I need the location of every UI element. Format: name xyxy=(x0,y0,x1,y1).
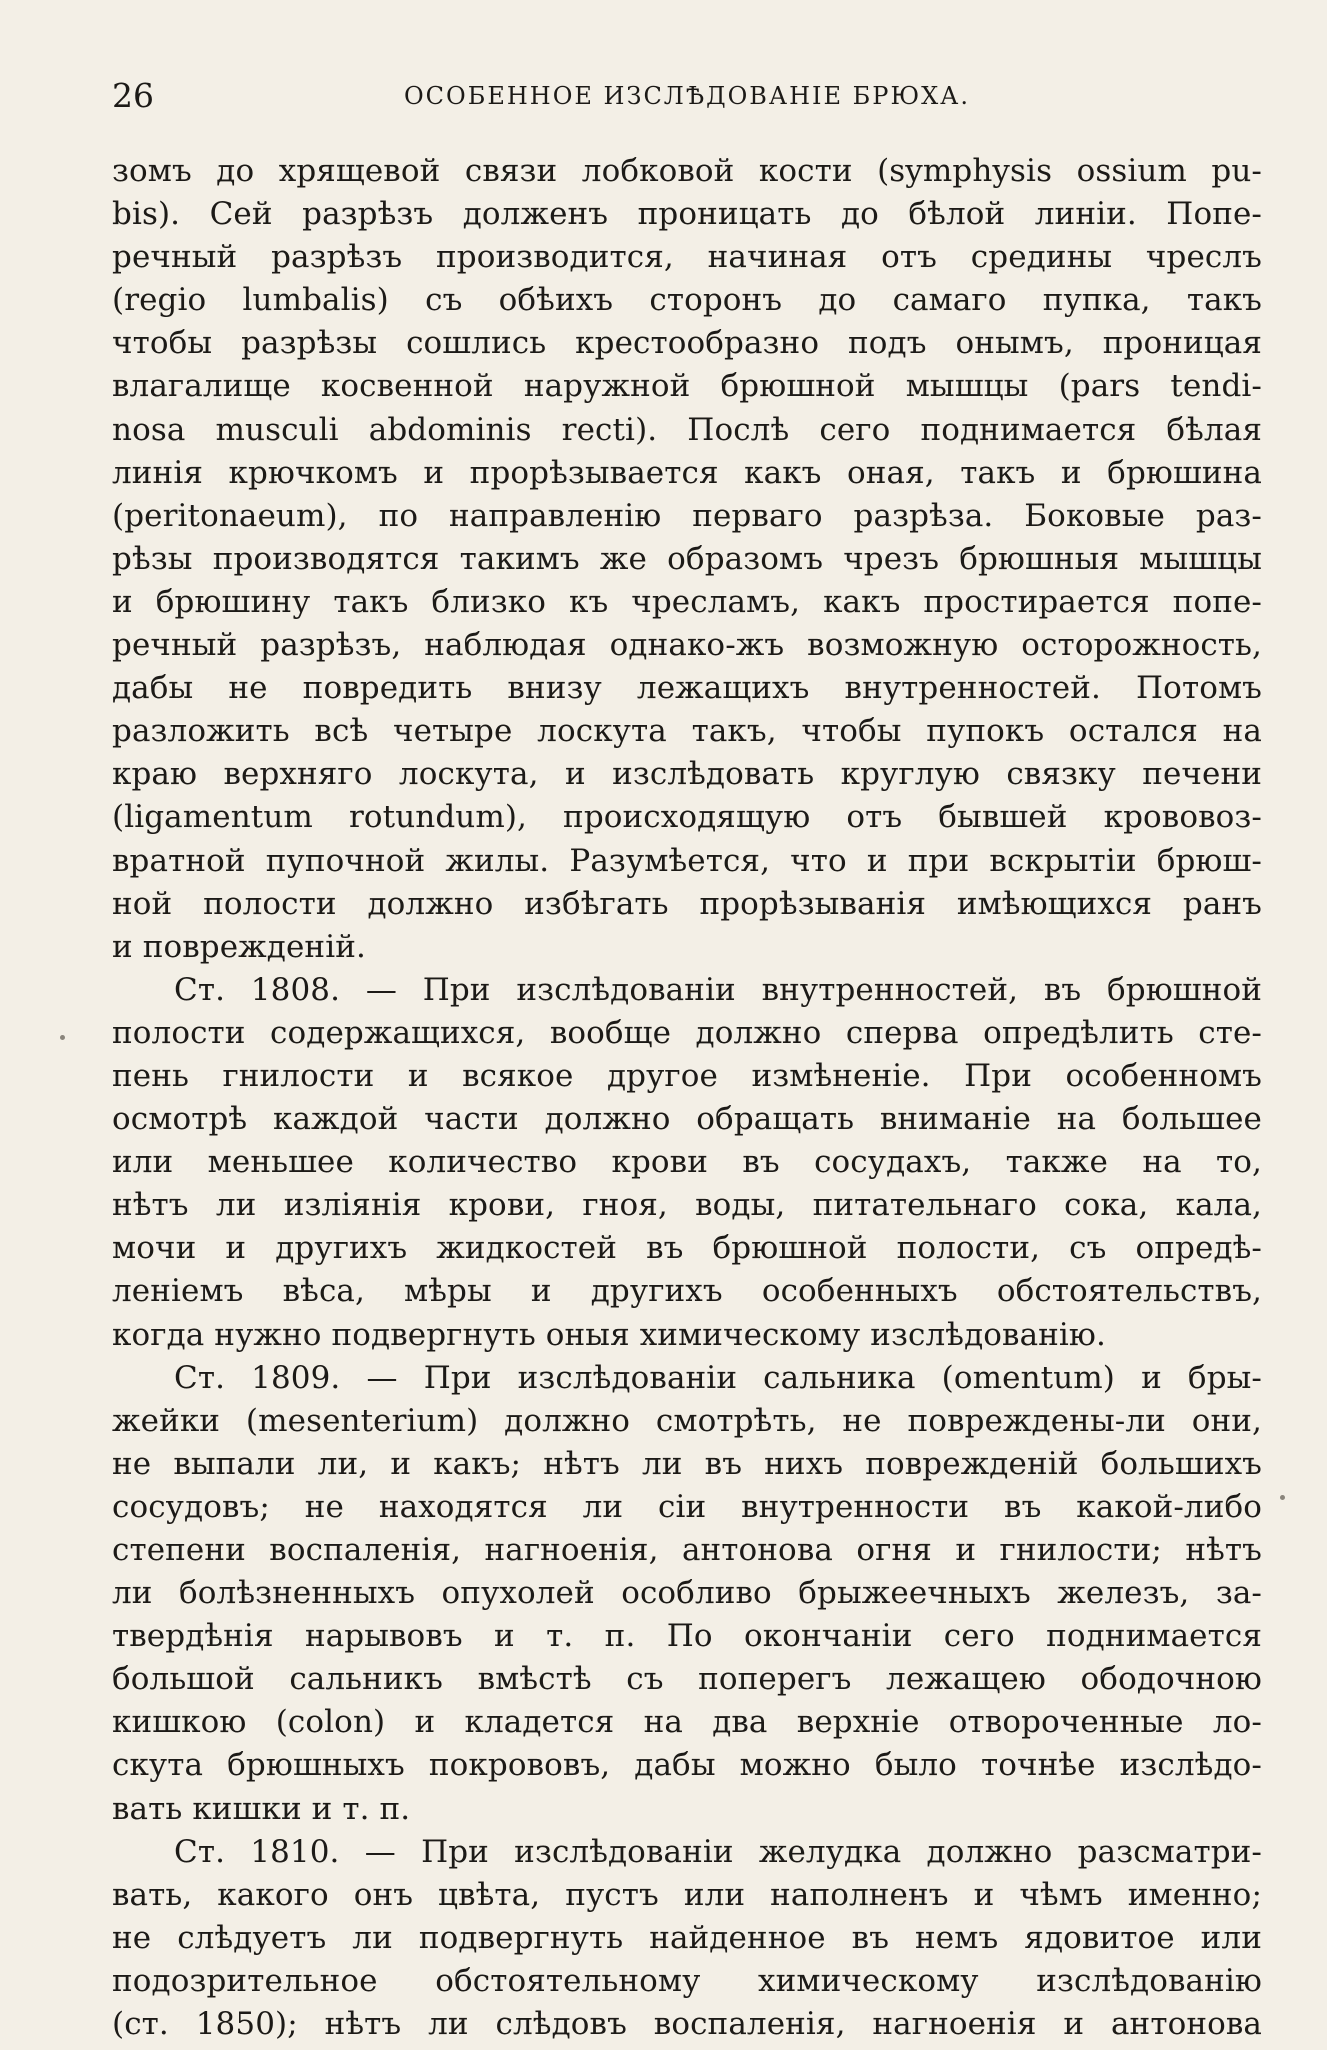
text-line: зомъ до хрящевой связи лобковой кости (symphysis ossium pu- xyxy=(112,153,1262,189)
page-header xyxy=(112,72,1262,120)
text-line: или меньшее количество крови въ сосудахъ, также на то, xyxy=(112,1144,1262,1181)
text-line: вать, какого онъ цвѣта, пустъ или наполненъ и чѣмъ именно; xyxy=(112,1876,1262,1913)
text-line: (peritonaeum), по направленію перваго разрѣза. Боковые раз- xyxy=(112,497,1262,534)
text-line: bis). Сей разрѣзъ долженъ проницать до бѣлой линіи. Попе- xyxy=(112,196,1262,233)
text-line: и брюшину такъ близко къ чресламъ, какъ простирается попе- xyxy=(112,583,1262,620)
text-line: речный разрѣзъ производится, начиная отъ средины чреслъ xyxy=(112,239,1262,276)
text-line: (ligamentum rotundum), происходящую отъ бывшей крововоз- xyxy=(112,799,1262,836)
text-line: вратной пупочной жилы. Разумѣется, что и при вскрытіи брюш- xyxy=(112,842,1262,879)
text-line: жейки (mesenterium) должно смотрѣть, не повреждены-ли они, xyxy=(112,1402,1262,1439)
text-line: степени воспаленія, нагноенія, антонова огня и гнилости; нѣтъ xyxy=(112,1532,1262,1568)
text-line: влагалище косвенной наружной брюшной мышцы (pars tendi- xyxy=(112,368,1262,405)
text-line: ной полости должно избѣгать прорѣзыванія имѣющихся ранъ xyxy=(112,885,1262,922)
text-line: Ст. 1809. — При изслѣдованіи сальника (omentum) и бры- xyxy=(174,1359,1262,1396)
text-line: твердѣнія нарывовъ и т. п. По окончаніи сего поднимается xyxy=(112,1618,1262,1655)
text-line: (regio lumbalis) съ обѣихъ сторонъ до самаго пупка, такъ xyxy=(112,282,1262,319)
text-line: когда нужно подвергнуть оныя химическому изслѣдованію. xyxy=(112,1316,1106,1353)
text-line: подозрительное обстоятельному химическому изслѣдованію xyxy=(112,1962,1262,1999)
text-line: (ст. 1850); нѣтъ ли слѣдовъ воспаленія, нагноенія и антонова xyxy=(112,2006,1262,2043)
text-line: и поврежденій. xyxy=(112,928,366,965)
text-line: мочи и другихъ жидкостей въ брюшной полости, съ опредѣ- xyxy=(112,1230,1262,1267)
text-line: nosa musculi abdominis recti). Послѣ сего поднимается бѣлая xyxy=(112,411,1262,448)
page-number: 26 xyxy=(112,76,154,115)
text-line: скута брюшныхъ покрововъ, дабы можно было точнѣе изслѣдо- xyxy=(112,1747,1262,1784)
text-line: Ст. 1810. — При изслѣдованіи желудка должно разсматри- xyxy=(174,1833,1262,1870)
text-line: линія крючкомъ и прорѣзывается какъ оная, такъ и брюшина xyxy=(112,454,1262,491)
text-line: сосудовъ; не находятся ли сіи внутренности въ какой-либо xyxy=(112,1488,1262,1525)
text-line: осмотрѣ каждой части должно обращать вниманіе на большее xyxy=(112,1101,1262,1138)
text-line: Ст. 1808. — При изслѣдованіи внутренностей, въ брюшной xyxy=(174,971,1262,1008)
text-line: кишкою (colon) и кладется на два верхніе отвороченные ло- xyxy=(112,1704,1262,1741)
text-line: рѣзы производятся такимъ же образомъ чрезъ брюшныя мышцы xyxy=(112,540,1262,577)
body-text xyxy=(112,150,1262,2046)
text-line: речный разрѣзъ, наблюдая однако-жъ возможную осторожность, xyxy=(112,627,1262,664)
running-title: ОСОБЕННОЕ ИЗСЛѢДОВАНІЕ БРЮХА. xyxy=(404,82,970,110)
text-line: полости содержащихся, вообще должно сперва опредѣлить сте- xyxy=(112,1014,1262,1051)
text-line: вать кишки и т. п. xyxy=(112,1790,411,1827)
print-speck xyxy=(60,1035,65,1040)
text-line: пень гнилости и всякое другое измѣненіе. При особенномъ xyxy=(112,1057,1262,1094)
print-speck xyxy=(1280,1495,1285,1500)
text-line: дабы не повредить внизу лежащихъ внутренностей. Потомъ xyxy=(112,670,1262,707)
text-line: не слѣдуетъ ли подвергнуть найденное въ немъ ядовитое или xyxy=(112,1919,1262,1956)
text-line: леніемъ вѣса, мѣры и другихъ особенныхъ обстоятельствъ, xyxy=(112,1273,1262,1310)
text-line: разложить всѣ четыре лоскута такъ, чтобы пупокъ остался на xyxy=(112,713,1262,750)
text-line: нѣтъ ли изліянія крови, гноя, воды, питательнаго сока, кала, xyxy=(112,1187,1262,1224)
text-line: ли болѣзненныхъ опухолей особливо брыжеечныхъ железъ, за- xyxy=(112,1575,1262,1612)
text-line: не выпали ли, и какъ; нѣтъ ли въ нихъ поврежденій большихъ xyxy=(112,1445,1262,1482)
text-line: большой сальникъ вмѣстѣ съ поперегъ лежащею ободочною xyxy=(112,1661,1262,1698)
text-line: чтобы разрѣзы сошлись крестообразно подъ онымъ, проницая xyxy=(112,325,1262,362)
text-line: краю верхняго лоскута, и изслѣдовать круглую связку печени xyxy=(112,756,1262,793)
